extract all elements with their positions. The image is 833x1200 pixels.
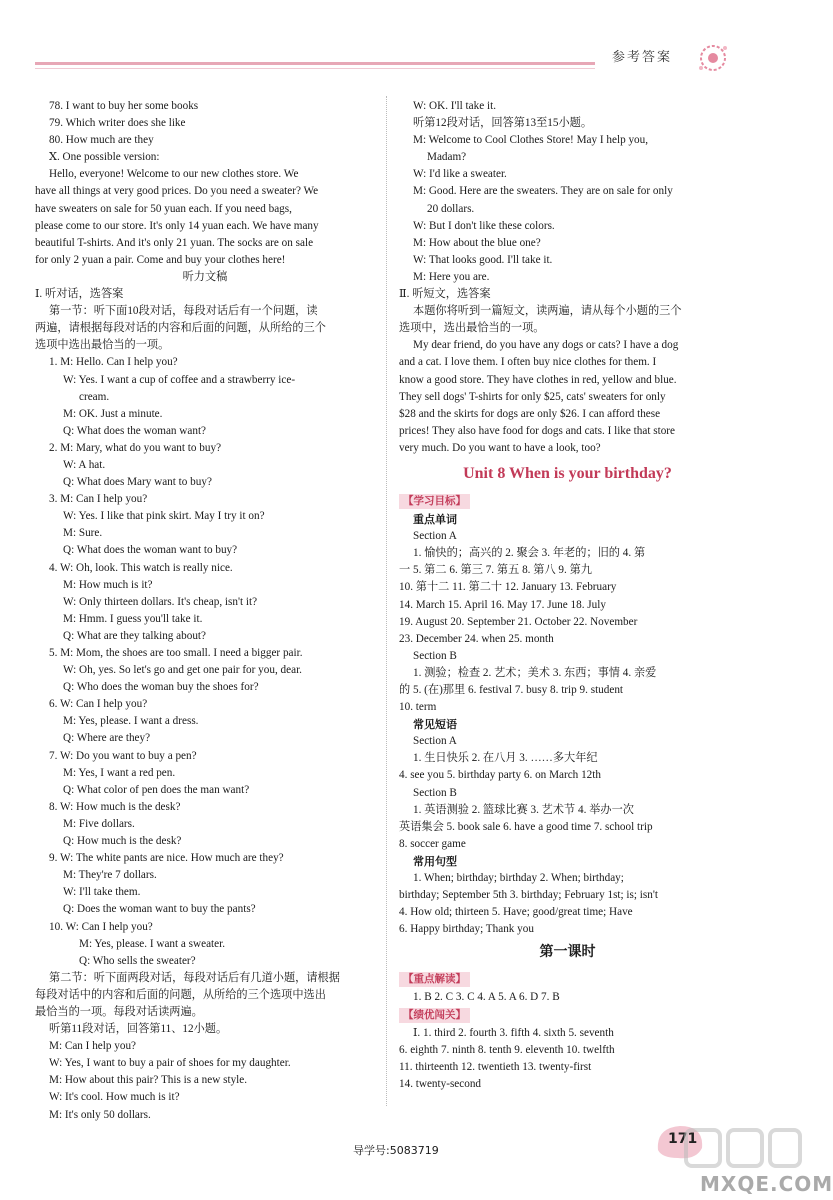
phrase-line: Section B [413, 786, 457, 799]
page-number: 171 [668, 1131, 698, 1147]
dialogue-line: Q: How much is the desk? [63, 835, 182, 848]
dialogue-line: W: Only thirteen dollars. It's cheap, isn't it? [63, 595, 258, 608]
dialogue-line: W: I'll take them. [63, 886, 141, 899]
sentence-line: 4. How old; thirteen 5. Have; good/great time; Have [399, 906, 633, 919]
dialogue-line: M: Yes, I want a red pen. [63, 766, 176, 779]
instruction-line: 选项中选出最恰当的一项。 [35, 339, 170, 352]
phrase-line: Section A [413, 735, 457, 748]
section-heading: 听力文稿 [182, 270, 228, 283]
instruction-line: 选项中，选出最恰当的一项。 [399, 322, 545, 335]
answer-line: Ⅹ. One possible version: [49, 151, 160, 164]
challenge-tag: 【绩优闯关】 [399, 1008, 470, 1023]
exercise-line: 6. eighth 7. ninth 8. tenth 9. eleventh 10. twelfth [399, 1043, 615, 1056]
phrase-line: 8. soccer game [399, 837, 466, 850]
vocab-line: 1. 愉快的；高兴的 2. 聚会 3. 年老的；旧的 4. 第 [413, 547, 646, 560]
vocab-line: 10. term [399, 701, 437, 714]
dialogue-line: M: How about this pair? This is a new style. [49, 1074, 248, 1087]
passage-line: They sell dogs' T-shirts for only $25, cats' sweaters for only [399, 390, 666, 403]
section-heading: Ⅰ. 听对话，选答案 [35, 288, 124, 301]
dialogue-line: W: Oh, yes. So let's go and get one pair for you, dear. [63, 664, 302, 677]
column-divider [386, 96, 387, 1106]
vocab-line: 10. 第十二 11. 第二十 12. January 13. February [399, 581, 617, 594]
essay-line: beautiful T-shirts. And it's only 21 yuan. The socks are on sale [35, 236, 314, 249]
dialogue-line: M: Welcome to Cool Clothes Store! May I help you, [413, 134, 649, 147]
left-column [35, 98, 375, 1124]
dialogue-line: 8. W: How much is the desk? [49, 800, 181, 813]
dialogue-line: W: Yes, I want to buy a pair of shoes for my daughter. [49, 1057, 291, 1070]
answer-line: 80. How much are they [49, 134, 154, 147]
header-rule-thin [35, 68, 595, 69]
dialogue-line: Q: Where are they? [63, 732, 151, 745]
instruction-line: 本题你将听到一篇短文，读两遍，请从每个小题的三个 [413, 305, 682, 318]
section-heading: Ⅱ. 听短文，选答案 [399, 288, 491, 301]
dialogue-line: Q: What does the woman want to buy? [63, 544, 238, 557]
header-title: 参考答案 [612, 50, 673, 65]
exercise-line: 14. twenty-second [399, 1077, 482, 1090]
sentences-heading: 常用句型 [413, 854, 457, 868]
dialogue-line: 6. W: Can I help you? [49, 698, 148, 711]
vocab-line: 一 5. 第二 6. 第三 7. 第五 8. 第八 9. 第九 [399, 564, 592, 577]
dialogue-line: M: How much is it? [63, 578, 153, 591]
sentence-line: 6. Happy birthday; Thank you [399, 923, 534, 936]
essay-line: have all things at very good prices. Do you need a sweater? We [35, 185, 319, 198]
instruction-line: 第一节：听下面10段对话，每段对话后有一个问题，读 [49, 305, 318, 318]
header-rule [35, 62, 595, 65]
dialogue-line: W: It's cool. How much is it? [49, 1091, 180, 1104]
sentence-line: 1. When; birthday; birthday 2. When; birthday; [413, 872, 624, 885]
passage-line: know a good store. They have clothes in red, yellow and blue. [399, 373, 677, 386]
dialogue-line: Q: Who sells the sweater? [79, 954, 196, 967]
phrase-line: 4. see you 5. birthday party 6. on March 12th [399, 769, 601, 782]
dialogue-line: M: Hmm. I guess you'll take it. [63, 612, 203, 625]
dialogue-line: M: Here you are. [413, 270, 490, 283]
dialogue-line: M: They're 7 dollars. [63, 869, 157, 882]
dialogue-line: W: OK. I'll take it. [413, 100, 496, 112]
dialogue-line: Q: What are they talking about? [63, 629, 207, 642]
passage-line: $28 and the skirts for dogs are only $26. I can afford these [399, 407, 661, 420]
instruction-line: 最恰当的一项。每段对话读两遍。 [35, 1005, 203, 1018]
passage-line: prices! They also have food for dogs and cats. I like that store [399, 424, 675, 437]
passage-line: very much. Do you want to have a look, too? [399, 441, 601, 454]
dialogue-line: Q: What does the woman want? [63, 424, 207, 437]
dialogue-line: 2. M: Mary, what do you want to buy? [49, 441, 222, 454]
instruction-line: 每段对话中的内容和后面的问题，从所给的三个选项中选出 [35, 988, 326, 1001]
exercise-line: Ⅰ. 1. third 2. fourth 3. fifth 4. sixth 5. seventh [413, 1026, 614, 1039]
dialogue-line: W: But I don't like these colors. [413, 219, 555, 232]
phrase-line: 1. 英语测验 2. 篮球比赛 3. 艺术节 4. 举办一次 [413, 803, 634, 816]
watermark-text: MXQE.COM [700, 1172, 833, 1196]
dialogue-line: M: It's only 50 dollars. [49, 1108, 151, 1121]
essay-line: have sweaters on sale for 50 yuan each. If you need bags, [35, 202, 292, 215]
dialogue-line: Q: What does Mary want to buy? [63, 476, 212, 489]
dialogue-line: W: Yes. I like that pink skirt. May I try it on? [63, 510, 265, 523]
dialogue-line: 5. M: Mom, the shoes are too small. I need a bigger pair. [49, 647, 303, 659]
dialogue-line: Q: What color of pen does the man want? [63, 783, 250, 796]
dialogue-line: M: Five dollars. [63, 817, 135, 830]
dialogue-line: M: Can I help you? [49, 1040, 136, 1053]
decorative-flower-icon [693, 38, 733, 78]
instruction-line: 听第12段对话，回答第13至15小题。 [413, 117, 593, 130]
dialogue-line: 20 dollars. [427, 202, 475, 215]
instruction-line: 听第11段对话，回答第11、12小题。 [49, 1023, 228, 1036]
guide-number: 导学号:5083719 [353, 1144, 439, 1157]
sentence-line: birthday; September 5th 3. birthday; February 1st; is; isn't [399, 889, 658, 902]
phrase-line: 英语集会 5. book sale 6. have a good time 7. school trip [399, 820, 653, 833]
dialogue-line: M: Sure. [63, 527, 103, 540]
dialogue-line: 7. W: Do you want to buy a pen? [49, 749, 197, 762]
dialogue-line: M: Yes, please. I want a dress. [63, 715, 199, 728]
dialogue-line: Q: Who does the woman buy the shoes for? [63, 681, 259, 694]
vocab-line: 14. March 15. April 16. May 17. June 18. July [399, 598, 606, 611]
unit-title: Unit 8 When is your birthday? [463, 464, 672, 482]
dialogue-line: M: OK. Just a minute. [63, 407, 163, 420]
answer-line: 78. I want to buy her some books [49, 100, 199, 112]
right-column [399, 98, 736, 1093]
dialogue-line: 4. W: Oh, look. This watch is really nice. [49, 561, 233, 574]
answer-key-line: 1. B 2. C 3. C 4. A 5. A 6. D 7. B [413, 990, 560, 1003]
dialogue-line: W: I'd like a sweater. [413, 168, 507, 181]
passage-line: My dear friend, do you have any dogs or cats? I have a dog [413, 339, 679, 352]
vocab-line: 的 5. (在)那里 6. festival 7. busy 8. trip 9. student [399, 684, 624, 696]
instruction-line: 第二节：听下面两段对话，每段对话后有几道小题，请根据 [49, 971, 340, 984]
dialogue-line: W: A hat. [63, 458, 106, 471]
dialogue-line: Q: Does the woman want to buy the pants? [63, 903, 256, 916]
key-explanation-tag: 【重点解读】 [399, 972, 470, 987]
vocab-line: 19. August 20. September 21. October 22. November [399, 615, 638, 628]
answer-line: 79. Which writer does she like [49, 117, 186, 130]
dialogue-line: M: Yes, please. I want a sweater. [79, 937, 226, 950]
vocab-line: Section B [413, 649, 457, 662]
dialogue-line: W: Yes. I want a cup of coffee and a strawberry ice- [63, 373, 296, 386]
key-words-heading: 重点单词 [413, 513, 457, 527]
vocab-line: 23. December 24. when 25. month [399, 632, 554, 645]
dialogue-line: M: How about the blue one? [413, 236, 541, 249]
phrases-heading: 常见短语 [413, 718, 457, 732]
phrase-line: 1. 生日快乐 2. 在八月 3. ……多大年纪 [413, 752, 598, 765]
dialogue-line: 1. M: Hello. Can I help you? [49, 356, 178, 369]
dialogue-line: M: Good. Here are the sweaters. They are on sale for only [413, 185, 673, 198]
essay-line: Hello, everyone! Welcome to our new clothes store. We [49, 168, 299, 181]
essay-line: please come to our store. It's only 14 yuan each. We have many [35, 219, 319, 232]
exercise-line: 11. thirteenth 12. twentieth 13. twenty-first [399, 1060, 592, 1073]
dialogue-line: 3. M: Can I help you? [49, 493, 148, 506]
vocab-line: Section A [413, 530, 457, 543]
instruction-line: 两遍，请根据每段对话的内容和后面的问题，从所给的三个 [35, 322, 326, 335]
essay-line: for only 2 yuan a pair. Come and buy your clothes here! [35, 253, 286, 266]
dialogue-line: W: That looks good. I'll take it. [413, 253, 553, 266]
dialogue-line: 9. W: The white pants are nice. How much are they? [49, 852, 284, 865]
dialogue-line: Madam? [427, 151, 467, 164]
dialogue-line: cream. [79, 390, 110, 403]
vocab-line: 1. 测验；检查 2. 艺术；美术 3. 东西；事情 4. 亲爱 [413, 666, 657, 679]
passage-line: and a cat. I love them. I often buy nice clothes for them. I [399, 356, 657, 369]
learning-goal-tag: 【学习目标】 [399, 494, 470, 509]
dialogue-line: 10. W: Can I help you? [49, 920, 153, 933]
lesson-title: 第一课时 [539, 944, 596, 961]
